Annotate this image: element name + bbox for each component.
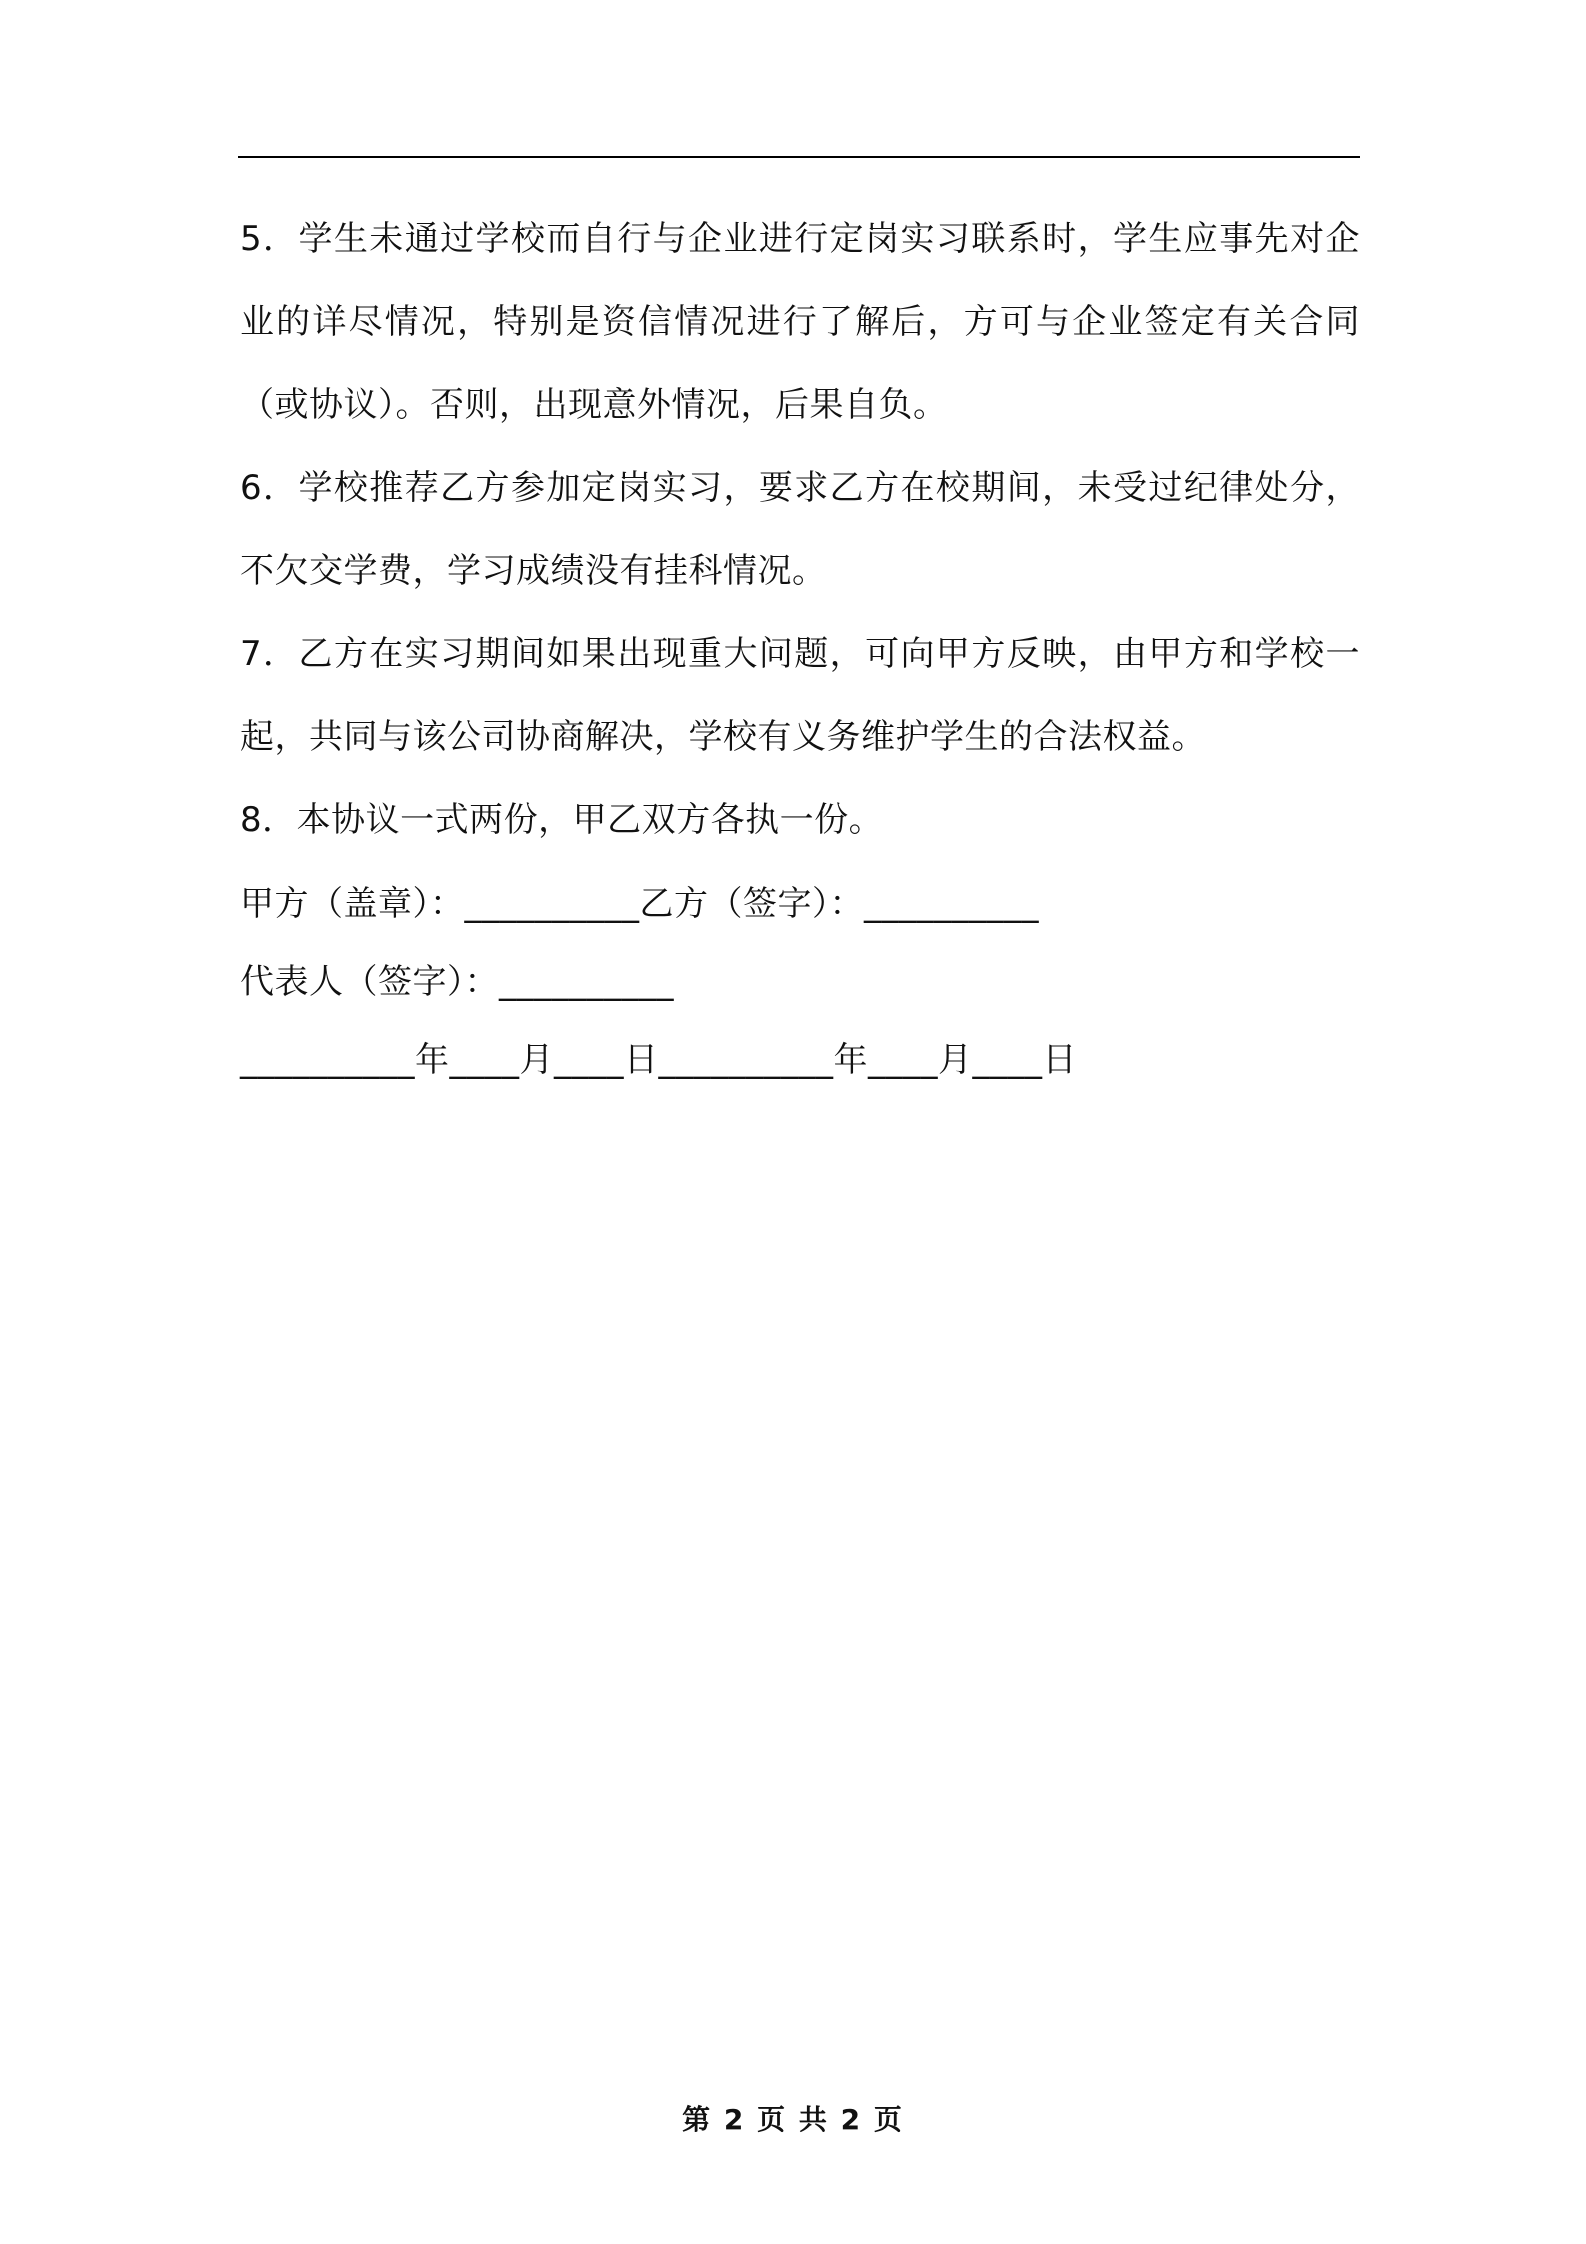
header-rule <box>238 156 1360 158</box>
clause-8: 8．本协议一式两份，甲乙双方各执一份。 <box>240 800 884 840</box>
clause-6: 6．学校推荐乙方参加定岗实习，要求乙方在校期间，未受过纪律处分，不欠交学费，学习成绩没有挂科情况。 <box>240 468 1360 591</box>
clause-7: 7．乙方在实习期间如果出现重大问题，可向甲方反映，由甲方和学校一起，共同与该公司协商解决，学校有义务维护学生的合法权益。 <box>240 634 1360 757</box>
representative-signature-line: 代表人（签字）：__________ <box>240 962 674 1002</box>
signature-block <box>240 876 1360 1110</box>
date-line: __________年____月____日__________年____月____日 <box>240 1040 1077 1080</box>
page-number: 第 2 页 共 2 页 <box>682 2103 904 2136</box>
party-signature-line: 甲方（盖章）：__________乙方（签字）：__________ <box>240 884 1039 924</box>
document-body <box>240 198 1360 862</box>
clause-5: 5．学生未通过学校而自行与企业进行定岗实习联系时，学生应事先对企业的详尽情况，特别是资信情况进行了解后，方可与企业签定有关合同（或协议）。否则，出现意外情况，后果自负。 <box>240 219 1360 425</box>
